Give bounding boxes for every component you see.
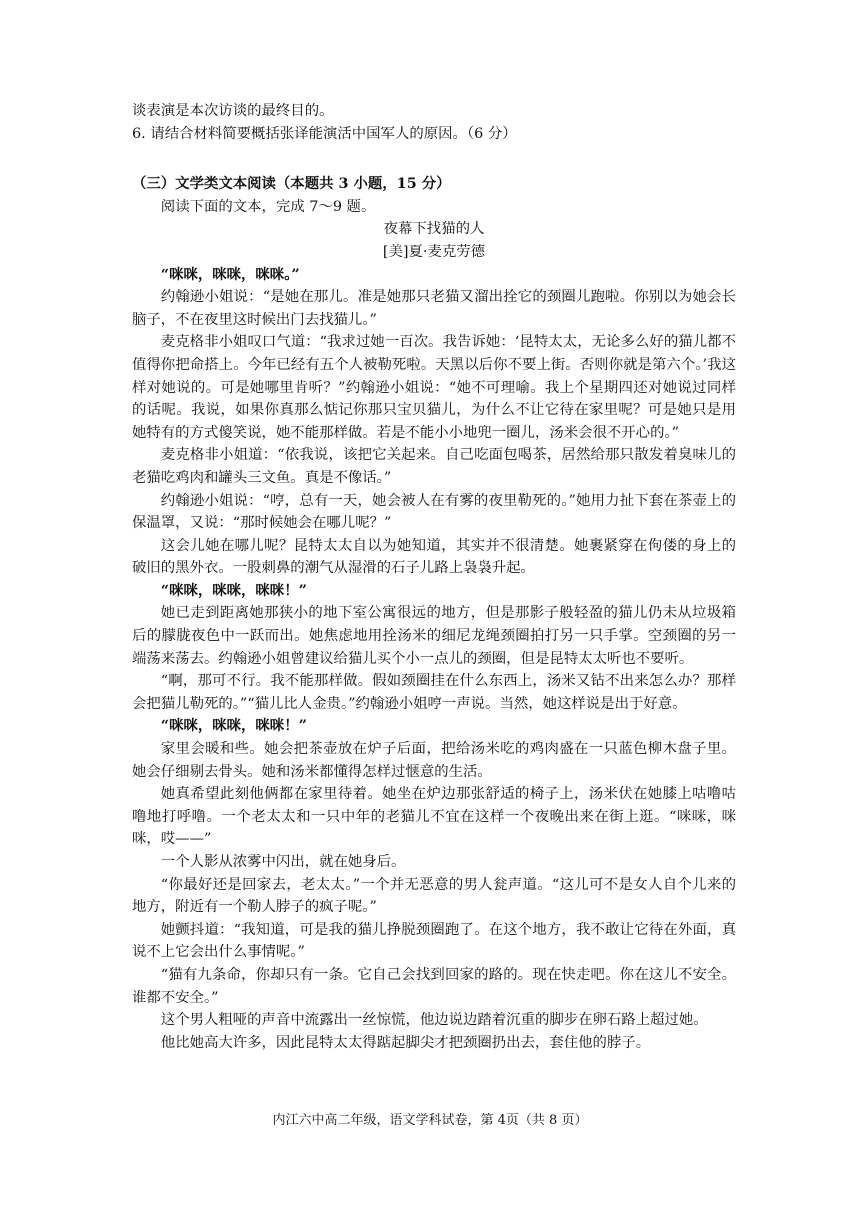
story-paragraph: “啊，那可不行。我不能那样做。假如颈圈挂在什么东西上，汤米又钻不出来怎么办？那样会把猫儿勒死的。”“猫儿比人金贵。”约翰逊小姐哼一声说。当然，她这样说是出于好意。 <box>132 673 736 712</box>
story-body <box>132 264 736 1055</box>
story-paragraph: 约翰逊小姐说：“哼，总有一天，她会被人在有雾的夜里勒死的。”她用力扯下套在茶壶上的保温罩，又说：“那时候她会在哪儿呢？” <box>132 492 736 532</box>
story-paragraph: “咪咪，咪咪，咪咪！” <box>160 581 307 599</box>
story-paragraph: “你最好还是回家去，老太太。”一个并无恶意的男人瓮声道。“这儿可不是女人自个儿来的地方，附近有一个勒人脖子的疯子呢。” <box>132 876 736 916</box>
story-paragraph: 她颤抖道：“我知道，可是我的猫儿挣脱颈圈跑了。在这个地方，我不敢让它待在外面，真说不上它会出什么事情呢。” <box>132 921 736 961</box>
reading-instruction: 阅读下面的文本，完成 7～9 题。 <box>160 198 376 215</box>
intro-line: 谈表演是本次访谈的最终目的。 <box>132 103 334 119</box>
story-title: 夜幕下找猫的人 <box>383 221 485 238</box>
story-paragraph: 约翰逊小姐说：“是她在那儿。准是她那只老猫又溜出拴它的颈圈儿跑啦。你别以为她会长脑子，不在夜里这时候出门去找猫儿。” <box>132 289 736 328</box>
story-paragraph: 她真希望此刻他俩都在家里待着。她坐在炉边那张舒适的椅子上，汤米伏在她膝上咕噜咕噜地打呼噜。一个老太太和一只中年的老猫儿不宜在这样一个夜晚出来在街上逛。“咪咪，咪咪，哎——” <box>132 786 736 848</box>
question-6: 6. 请结合材料简要概括张译能演活中国军人的原因。（6 分） <box>132 125 517 142</box>
story-paragraph: 麦克格非小姐叹口气道：“我求过她一百次。我告诉她：‘昆特太太，无论多么好的猫儿都不值得你把命搭上。今年已经有五个人被勒死啦。天黑以后你不要上街。否则你就是第六个。’我这样对她说的。可是她哪里肯听？”约翰逊小姐说：“她不可理喻。我上个星期四还对她说过同样的话呢。我说，如果你真那么惦记你那只宝贝猫儿，为什么不让它待在家里呢？可是她只是用她特有的方式傻笑说，她不能那样做。若是不能小小地兜一圈儿，汤米会很不开心的。” <box>132 334 736 441</box>
story-paragraph: 一个人影从浓雾中闪出，就在她身后。 <box>160 854 406 870</box>
story-paragraph: 这个男人粗哑的声音中流露出一丝惊慌，他边说边踏着沉重的脚步在卵石路上超过她。 <box>160 1012 708 1029</box>
story-paragraph: “咪咪，咪咪，咪咪。” <box>160 265 300 283</box>
page-content <box>132 100 736 1054</box>
story-paragraph: 她已走到距离她那狭小的地下室公寓很远的地方，但是那影子般轻盈的猫儿仍未从垃圾箱后的朦胧夜色中一跃而出。她焦虑地用拴汤米的细尼龙绳颈圈拍打另一只手掌。空颈圈的另一端荡来荡去。约翰逊小姐曾建议给猫儿买个小一点儿的颈圈，但是昆特太太听也不要听。 <box>132 605 736 667</box>
story-paragraph: 他比她高大许多，因此昆特太太得踮起脚尖才把颈圈扔出去，套住他的脖子。 <box>160 1034 651 1051</box>
story-paragraph: 家里会暖和些。她会把茶壶放在炉子后面，把给汤米吃的鸡肉盛在一只蓝色柳木盘子里。她会仔细剔去骨头。她和汤米都懂得怎样过惬意的生活。 <box>132 741 736 780</box>
story-paragraph: 这会儿她在哪儿呢？昆特太太自以为她知道，其实并不很清楚。她裹紧穿在佝偻的身上的破旧的黑外衣。一股刺鼻的潮气从湿滑的石子儿路上袅袅升起。 <box>132 537 736 577</box>
story-paragraph: “猫有九条命，你却只有一条。它自己会找到回家的路的。现在快走吧。你在这儿不安全。谁都不安全。” <box>132 966 736 1006</box>
section-heading: （三）文学类文本阅读（本题共 3 小题，15 分） <box>132 175 451 193</box>
page-footer: 内江六中高二年级，语文学科试卷，第 4页（共 8 页） <box>272 1113 588 1128</box>
story-author: [美]夏·麦克劳德 <box>382 243 486 260</box>
story-paragraph: “咪咪，咪咪，咪咪！” <box>160 717 307 735</box>
story-paragraph: 麦克格非小姐道：“依我说，该把它关起来。自己吃面包喝茶，居然给那只散发着臭味儿的老猫吃鸡肉和罐头三文鱼。真是不像话。” <box>132 447 736 486</box>
